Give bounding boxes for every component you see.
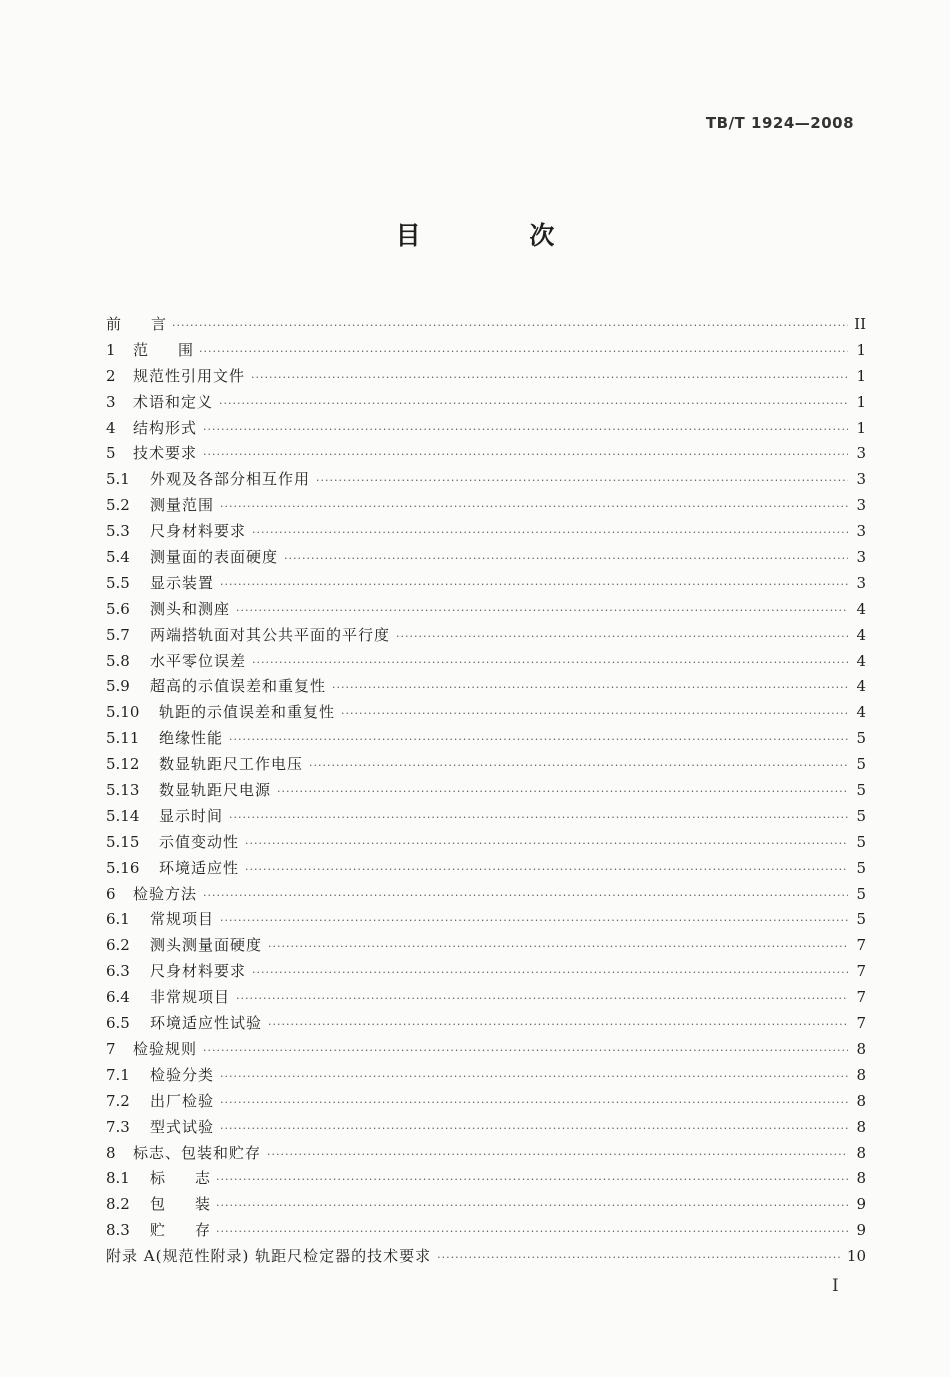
toc-entry[interactable] xyxy=(106,649,866,675)
toc-entry-label: 水平零位误差 xyxy=(150,651,247,670)
toc-entry-number: 4 xyxy=(106,418,116,437)
toc-entry-page: 7 xyxy=(856,936,866,955)
toc-entry-number: 7.1 xyxy=(106,1065,130,1084)
toc-entry-label: 尺身材料要求 xyxy=(150,522,247,541)
toc-entry-page: 3 xyxy=(856,470,866,489)
dot-leader xyxy=(236,986,848,1012)
dot-leader xyxy=(396,624,848,650)
dot-leader xyxy=(220,494,848,520)
toc-entry-label: 术语和定义 xyxy=(133,392,214,411)
toc-entry-number: 7.3 xyxy=(106,1117,130,1136)
toc-entry-page: 5 xyxy=(856,755,866,774)
toc-entry[interactable] xyxy=(106,726,866,752)
table-of-contents xyxy=(106,312,866,1270)
toc-entry[interactable] xyxy=(106,674,866,700)
dot-leader xyxy=(267,1142,848,1168)
toc-entry-number: 5 xyxy=(106,444,116,463)
toc-entry-number: 5.10 xyxy=(106,703,140,722)
standard-code: TB/T 1924—2008 xyxy=(705,114,854,132)
toc-entry-label: 示值变动性 xyxy=(159,832,240,851)
dot-leader xyxy=(251,365,848,391)
toc-entry-page: 8 xyxy=(856,1039,866,1058)
toc-entry-label: 结构形式 xyxy=(133,418,198,437)
toc-entry-label: 出厂检验 xyxy=(150,1091,215,1110)
toc-entry-label: 轨距的示值误差和重复性 xyxy=(159,703,336,722)
toc-entry-number: 5.9 xyxy=(106,677,130,696)
toc-entry-label: 两端搭轨面对其公共平面的平行度 xyxy=(150,625,391,644)
toc-entry[interactable] xyxy=(106,1011,866,1037)
dot-leader xyxy=(277,779,848,805)
toc-entry-label: 规范性引用文件 xyxy=(133,366,246,385)
dot-leader xyxy=(203,1038,848,1064)
toc-entry-label: 附录 A(规范性附录) 轨距尺检定器的技术要求 xyxy=(106,1247,432,1266)
toc-entry-label: 检验方法 xyxy=(133,884,198,903)
toc-entry-label: 尺身材料要求 xyxy=(150,962,247,981)
toc-entry-number: 8.2 xyxy=(106,1195,130,1214)
toc-entry-number: 5.4 xyxy=(106,548,130,567)
toc-entry-page: 7 xyxy=(856,988,866,1007)
toc-entry[interactable] xyxy=(106,1037,866,1063)
toc-entry-page: 1 xyxy=(856,340,866,359)
dot-leader xyxy=(216,1219,848,1245)
dot-leader xyxy=(341,701,848,727)
toc-entry-page: 5 xyxy=(856,781,866,800)
toc-entry-page: 3 xyxy=(856,496,866,515)
toc-entry-number: 6.2 xyxy=(106,936,130,955)
toc-entry-number: 8.1 xyxy=(106,1169,130,1188)
toc-entry-label: 非常规项目 xyxy=(150,988,231,1007)
toc-entry-page: 7 xyxy=(856,962,866,981)
dot-leader xyxy=(284,546,848,572)
toc-entry-number: 3 xyxy=(106,392,116,411)
toc-entry-number: 6.5 xyxy=(106,1014,130,1033)
dot-leader xyxy=(216,1167,848,1193)
toc-entry-label: 标志 xyxy=(150,1169,241,1188)
toc-entry-page: II xyxy=(854,315,866,333)
toc-entry-page: 5 xyxy=(856,729,866,748)
toc-entry-label: 外观及各部分相互作用 xyxy=(150,470,311,489)
toc-entry-page: 1 xyxy=(856,392,866,411)
toc-entry-page: 5 xyxy=(856,806,866,825)
toc-entry-number: 5.3 xyxy=(106,522,130,541)
toc-entry-number: 5.6 xyxy=(106,599,130,618)
toc-entry-page: 3 xyxy=(856,573,866,592)
toc-entry-label: 数显轨距尺工作电压 xyxy=(159,755,304,774)
dot-leader xyxy=(216,1193,848,1219)
toc-entry[interactable] xyxy=(106,778,866,804)
toc-entry[interactable] xyxy=(106,571,866,597)
toc-entry-page: 1 xyxy=(856,366,866,385)
toc-entry-number: 5.7 xyxy=(106,625,130,644)
dot-leader xyxy=(220,572,848,598)
dot-leader xyxy=(268,1012,848,1038)
toc-entry[interactable] xyxy=(106,493,866,519)
toc-entry[interactable] xyxy=(106,390,866,416)
toc-entry-label: 检验规则 xyxy=(133,1039,198,1058)
toc-entry[interactable] xyxy=(106,752,866,778)
toc-entry-page: 8 xyxy=(856,1143,866,1162)
toc-entry[interactable] xyxy=(106,1244,866,1270)
toc-entry[interactable] xyxy=(106,1141,866,1167)
toc-entry[interactable] xyxy=(106,882,866,908)
toc-entry-label: 显示装置 xyxy=(150,573,215,592)
toc-entry-page: 8 xyxy=(856,1065,866,1084)
dot-leader xyxy=(220,1116,848,1142)
toc-entry-number: 5.11 xyxy=(106,729,140,748)
toc-entry[interactable] xyxy=(106,1089,866,1115)
dot-leader xyxy=(203,883,848,909)
toc-entry-number: 8 xyxy=(106,1143,116,1162)
toc-entry-number: 5.1 xyxy=(106,470,130,489)
toc-entry-label: 测头测量面硬度 xyxy=(150,936,263,955)
dot-leader xyxy=(437,1245,841,1271)
toc-entry-label: 范围 xyxy=(133,340,224,359)
toc-entry-number: 6 xyxy=(106,884,116,903)
toc-entry-label: 测量面的表面硬度 xyxy=(150,548,279,567)
toc-entry[interactable] xyxy=(106,804,866,830)
dot-leader xyxy=(268,934,848,960)
toc-entry-number: 5.12 xyxy=(106,755,140,774)
toc-entry[interactable] xyxy=(106,519,866,545)
toc-entry[interactable] xyxy=(106,467,866,493)
dot-leader xyxy=(229,727,848,753)
dot-leader xyxy=(245,831,848,857)
toc-entry-page: 9 xyxy=(856,1221,866,1240)
toc-entry-label: 测量范围 xyxy=(150,496,215,515)
dot-leader xyxy=(203,442,848,468)
toc-entry-page: 4 xyxy=(856,625,866,644)
toc-entry-page: 5 xyxy=(856,832,866,851)
toc-entry-number: 6.1 xyxy=(106,910,130,929)
dot-leader xyxy=(332,675,848,701)
toc-entry-number: 2 xyxy=(106,366,116,385)
toc-entry-page: 5 xyxy=(856,910,866,929)
toc-entry[interactable] xyxy=(106,1192,866,1218)
toc-entry-page: 8 xyxy=(856,1169,866,1188)
dot-leader xyxy=(220,1090,848,1116)
toc-entry-page: 7 xyxy=(856,1014,866,1033)
toc-entry-label: 绝缘性能 xyxy=(159,729,224,748)
toc-entry-number: 5.2 xyxy=(106,496,130,515)
toc-entry-number: 7 xyxy=(106,1039,116,1058)
toc-entry[interactable] xyxy=(106,623,866,649)
dot-leader xyxy=(219,391,848,417)
toc-entry-page: 8 xyxy=(856,1091,866,1110)
toc-entry[interactable] xyxy=(106,700,866,726)
toc-entry-number: 5.5 xyxy=(106,573,130,592)
toc-entry[interactable] xyxy=(106,597,866,623)
toc-entry[interactable] xyxy=(106,416,866,442)
toc-entry-page: 3 xyxy=(856,522,866,541)
toc-entry-label: 显示时间 xyxy=(159,806,224,825)
toc-entry-label: 包装 xyxy=(150,1195,241,1214)
toc-entry[interactable] xyxy=(106,1063,866,1089)
toc-entry[interactable] xyxy=(106,985,866,1011)
toc-entry-label: 环境适应性 xyxy=(159,858,240,877)
toc-entry[interactable] xyxy=(106,312,866,338)
toc-entry-number: 6.4 xyxy=(106,988,130,1007)
dot-leader xyxy=(245,857,848,883)
toc-entry-label: 超高的示值误差和重复性 xyxy=(150,677,327,696)
toc-entry-label: 环境适应性试验 xyxy=(150,1014,263,1033)
toc-entry-page: 4 xyxy=(856,599,866,618)
toc-entry[interactable] xyxy=(106,830,866,856)
toc-entry-page: 1 xyxy=(856,418,866,437)
toc-entry-label: 技术要求 xyxy=(133,444,198,463)
toc-entry-page: 4 xyxy=(856,703,866,722)
toc-entry[interactable] xyxy=(106,856,866,882)
toc-entry[interactable] xyxy=(106,1166,866,1192)
toc-entry-number: 5.8 xyxy=(106,651,130,670)
toc-entry[interactable] xyxy=(106,364,866,390)
toc-entry-number: 7.2 xyxy=(106,1091,130,1110)
toc-entry[interactable] xyxy=(106,1115,866,1141)
toc-entry[interactable] xyxy=(106,545,866,571)
toc-entry-page: 9 xyxy=(856,1195,866,1214)
toc-entry-number: 5.16 xyxy=(106,858,140,877)
toc-entry-label: 检验分类 xyxy=(150,1065,215,1084)
toc-entry-label: 测头和测座 xyxy=(150,599,231,618)
dot-leader xyxy=(220,908,848,934)
toc-entry-number: 6.3 xyxy=(106,962,130,981)
dot-leader xyxy=(172,313,848,339)
toc-entry-label: 数显轨距尺电源 xyxy=(159,781,272,800)
toc-entry-number: 5.14 xyxy=(106,806,140,825)
dot-leader xyxy=(316,468,848,494)
page-number: I xyxy=(832,1276,839,1296)
toc-entry-label: 贮存 xyxy=(150,1221,241,1240)
dot-leader xyxy=(252,650,848,676)
toc-entry-number: 8.3 xyxy=(106,1221,130,1240)
toc-entry-page: 4 xyxy=(856,651,866,670)
toc-entry-label: 常规项目 xyxy=(150,910,215,929)
dot-leader xyxy=(252,960,848,986)
dot-leader xyxy=(309,753,848,779)
toc-entry-number: 5.13 xyxy=(106,781,140,800)
dot-leader xyxy=(199,339,848,365)
dot-leader xyxy=(203,417,848,443)
toc-entry[interactable] xyxy=(106,441,866,467)
dot-leader xyxy=(236,598,848,624)
toc-entry[interactable] xyxy=(106,338,866,364)
toc-entry[interactable] xyxy=(106,959,866,985)
toc-entry-page: 5 xyxy=(856,858,866,877)
toc-entry-label: 标志、包装和贮存 xyxy=(133,1143,262,1162)
toc-entry[interactable] xyxy=(106,907,866,933)
toc-entry-page: 4 xyxy=(856,677,866,696)
toc-entry[interactable] xyxy=(106,1218,866,1244)
toc-entry-label: 前言 xyxy=(106,315,197,333)
toc-entry[interactable] xyxy=(106,933,866,959)
dot-leader xyxy=(229,805,848,831)
toc-entry-page: 10 xyxy=(846,1247,866,1266)
toc-entry-number: 5.15 xyxy=(106,832,140,851)
toc-entry-label: 型式试验 xyxy=(150,1117,215,1136)
dot-leader xyxy=(252,520,848,546)
toc-entry-page: 8 xyxy=(856,1117,866,1136)
dot-leader xyxy=(220,1064,848,1090)
toc-entry-page: 3 xyxy=(856,548,866,567)
toc-entry-page: 5 xyxy=(856,884,866,903)
toc-entry-page: 3 xyxy=(856,444,866,463)
page-title: 目 次 xyxy=(395,221,605,250)
toc-entry-number: 1 xyxy=(106,340,116,359)
